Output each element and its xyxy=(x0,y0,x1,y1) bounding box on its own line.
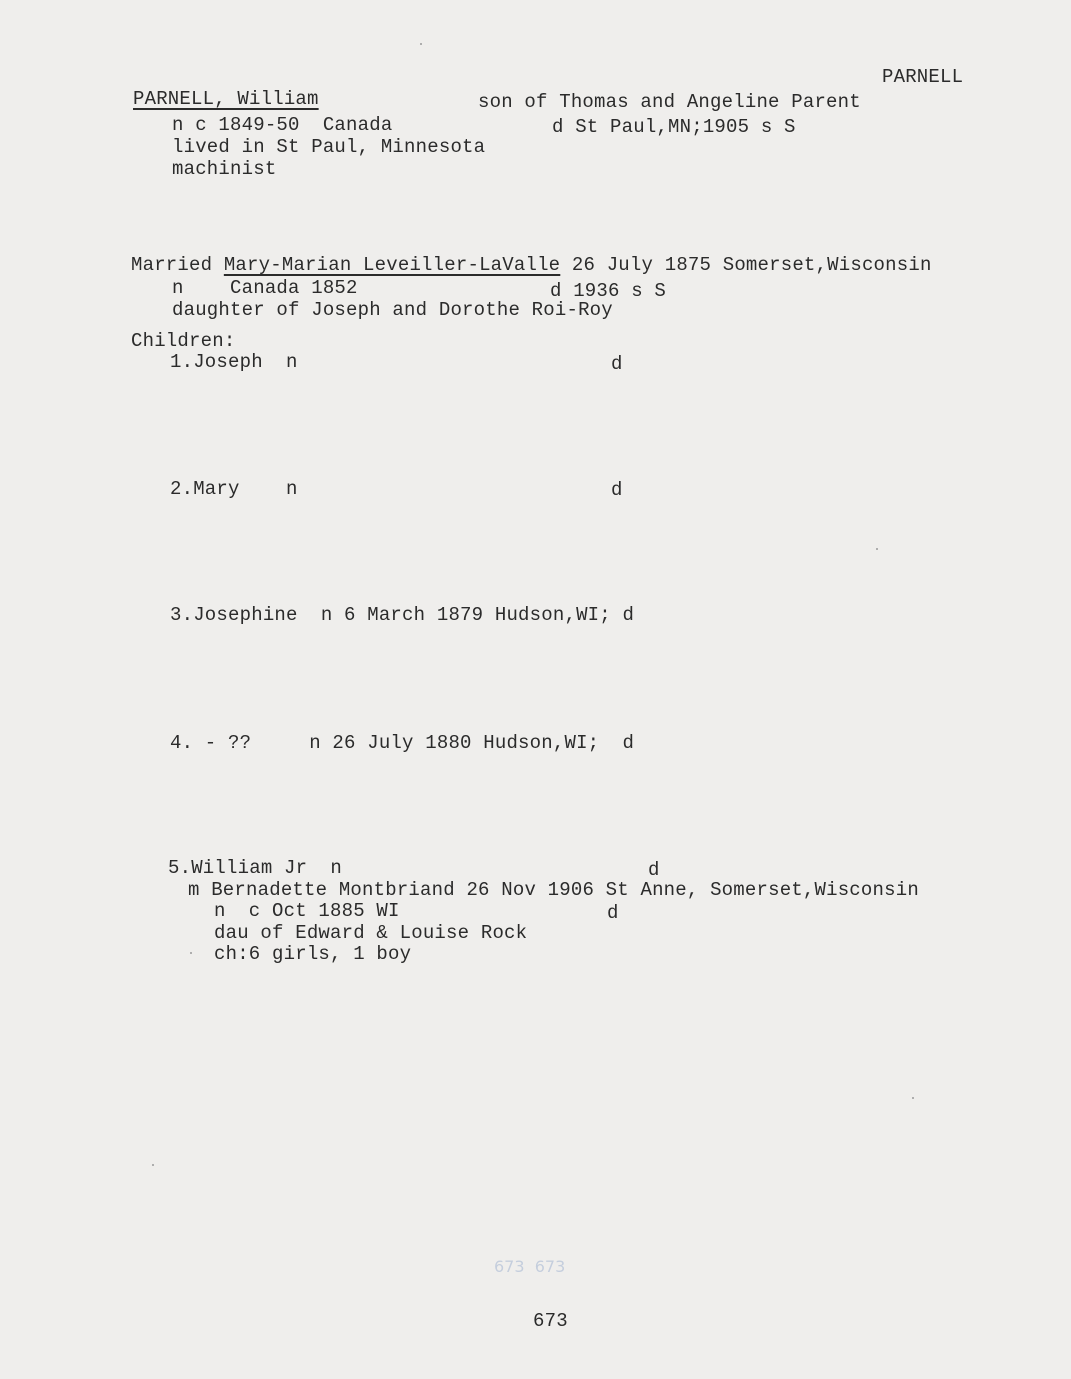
spouse-parents: daughter of Joseph and Dorothe Roi-Roy xyxy=(172,299,613,321)
child-death: d xyxy=(648,859,660,881)
page-number: 673 xyxy=(533,1310,568,1332)
child-entry: 2.Mary n xyxy=(170,478,298,500)
child5-spouse-birth: n c Oct 1885 WI xyxy=(214,900,400,922)
paper-speck xyxy=(912,1097,914,1099)
child5-marriage: m Bernadette Montbriand 26 Nov 1906 St Anne, Somerset,Wisconsin xyxy=(188,879,919,901)
child-entry: 5.William Jr n xyxy=(168,857,343,879)
child5-spouse-parents: dau of Edward & Louise Rock xyxy=(214,922,528,944)
person-parents: son of Thomas and Angeline Parent xyxy=(478,91,861,113)
marriage-prefix: Married xyxy=(131,254,224,276)
children-heading: Children: xyxy=(131,330,236,352)
person-birth: n c 1849-50 Canada xyxy=(172,114,393,136)
child5-children: ch:6 girls, 1 boy xyxy=(214,943,412,965)
child-entry: 4. - ?? n 26 July 1880 Hudson,WI; d xyxy=(170,732,635,754)
marriage-details: 26 July 1875 Somerset,Wisconsin xyxy=(560,254,932,276)
paper-speck xyxy=(190,952,192,954)
spouse-name: Mary-Marian Leveiller-LaValle xyxy=(223,254,561,276)
child-death: d xyxy=(611,479,623,501)
person-death: d St Paul,MN;1905 s S xyxy=(552,116,796,138)
child-death: d xyxy=(611,353,623,375)
child5-spouse-death: d xyxy=(607,902,619,924)
spouse-birth: n Canada 1852 xyxy=(172,277,358,299)
child-entry: 3.Josephine n 6 March 1879 Hudson,WI; d xyxy=(170,604,635,626)
person-name: PARNELL, William xyxy=(133,88,319,110)
paper-speck xyxy=(152,1164,154,1166)
child-entry: 1.Joseph n xyxy=(170,351,298,373)
spouse-death: d 1936 s S xyxy=(550,280,667,302)
faint-stamp: 673 673 xyxy=(494,1257,566,1276)
surname-heading: PARNELL xyxy=(882,66,964,88)
person-occupation: machinist xyxy=(172,158,277,180)
paper-speck xyxy=(876,548,878,550)
paper-speck xyxy=(420,43,422,45)
marriage-line xyxy=(131,254,932,276)
person-residence: lived in St Paul, Minnesota xyxy=(172,136,486,158)
